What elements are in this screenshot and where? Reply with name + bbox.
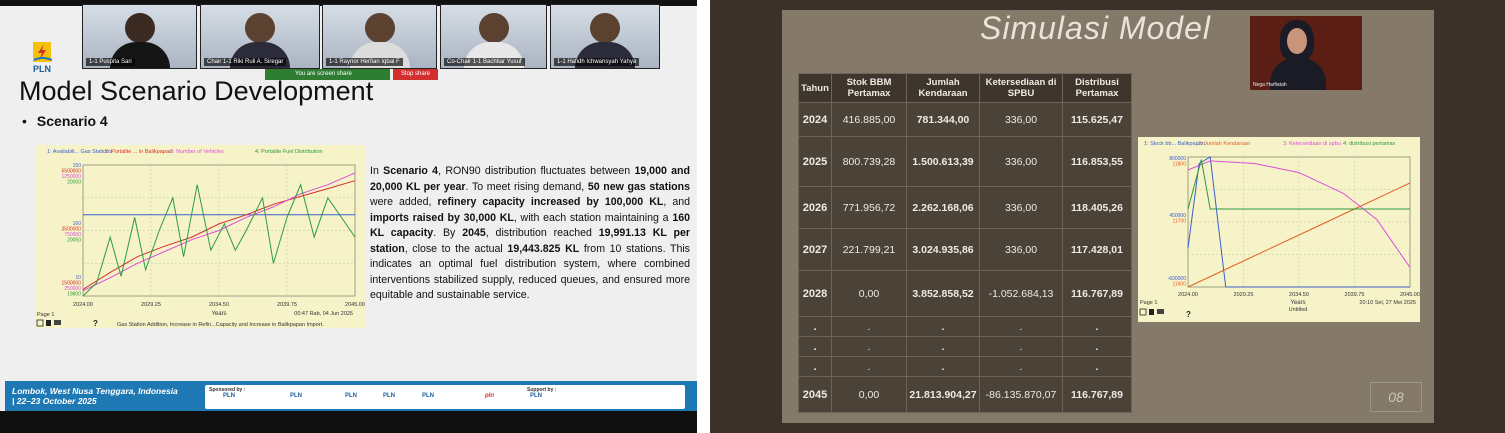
legend-entry: 3: Ketersediaan di spbu (1283, 141, 1341, 147)
y-tick-label: 800000 (1169, 156, 1186, 162)
support-by-label: Support by : (527, 387, 557, 393)
paragraph-segment: , close to the actual (404, 242, 508, 255)
table-header-row (799, 74, 1132, 103)
table-row (799, 187, 1132, 229)
paragraph-segment: , and (663, 196, 690, 208)
x-axis-ticks (73, 302, 365, 308)
legend-entry: 3: Number of Vehicles (170, 149, 224, 155)
y-tick-label: 160 (72, 221, 81, 227)
x-tick-label: 2029.25 (141, 302, 161, 308)
paragraph-segment: 19,443.825 KL (507, 242, 580, 255)
plot-grid (1188, 157, 1410, 287)
x-tick-label: 2034.50 (1289, 292, 1309, 298)
participant-name: 1-1 Raynor Herfian Iqbal F (326, 58, 403, 66)
y-tick-label: -600000 (1167, 276, 1186, 282)
table-cell: . (799, 317, 832, 337)
paragraph-segment: 2045 (462, 227, 486, 239)
sponsor-logo: pln (485, 393, 494, 399)
table-cell: 1.500.613,39 (907, 137, 980, 187)
paragraph-segment: , distribution reached (485, 227, 599, 239)
y-tick-label: 250000 (64, 286, 81, 292)
table-row (799, 317, 1132, 337)
page-number: 08 (1370, 382, 1422, 412)
scenario-description (370, 164, 690, 304)
scenario-bullet: • Scenario 4 (22, 113, 108, 129)
participant-name: 1-1 Puspita Sari (86, 58, 135, 66)
x-axis-label: Years (1290, 300, 1306, 306)
table-cell: 118.405,26 (1063, 187, 1132, 229)
table-cell: 21.813.904,27 (907, 377, 980, 413)
legend-entry: 2: Jumlah Kendaraan (1198, 141, 1251, 147)
participant-tile[interactable] (440, 4, 547, 69)
table-cell: 0,00 (832, 377, 907, 413)
table-cell: . (1063, 337, 1132, 357)
y-tick-label: 11800 (1172, 161, 1186, 168)
y-tick-label: 20000 (67, 179, 81, 186)
chart-legend (1144, 141, 1396, 147)
table-row (799, 137, 1132, 187)
paragraph-segment: 160 KL capacity (370, 211, 690, 239)
chart-timestamp: 00:47 Rab, 04 Jun 2025 (294, 311, 353, 317)
paragraph-segment: imports raised by 30,000 KL (370, 211, 514, 224)
right-slide-panel (710, 0, 1505, 433)
participant-tile[interactable] (322, 4, 437, 69)
paragraph-segment: . To meet rising demand, (465, 180, 588, 193)
footer-dates: | 22–23 October 2025 (12, 396, 97, 406)
presenter-name: Nega Harfiatah (1253, 82, 1287, 88)
table-header-cell: Distribusi Pertamax (1063, 74, 1132, 103)
table-cell: -86.135.870,07 (980, 377, 1063, 413)
table-cell: . (799, 357, 832, 377)
svg-text:?: ? (1186, 310, 1191, 319)
table-cell: 221.799,21 (832, 229, 907, 271)
sponsor-logo: PLN (422, 393, 434, 399)
table-cell: 116.767,89 (1063, 377, 1132, 413)
participant-tile[interactable] (550, 4, 660, 69)
table-header-cell: Ketersediaan di SPBU (980, 74, 1063, 103)
y-tick-label: 11600 (1172, 281, 1186, 288)
left-slide-panel (0, 0, 697, 433)
sponsor-logo: PLN (223, 393, 235, 399)
table-cell: . (907, 317, 980, 337)
svg-text:?: ? (93, 319, 98, 328)
table-cell: . (799, 337, 832, 357)
sponsor-logo: PLN (290, 393, 302, 399)
table-cell: 2045 (799, 377, 832, 413)
share-status-text: You are screen share (295, 71, 352, 77)
table-cell: . (980, 357, 1063, 377)
table-cell: 2024 (799, 103, 832, 137)
legend-entry: 1: Availabili... Gas Stations (47, 149, 113, 155)
table-cell: 2026 (799, 187, 832, 229)
table-cell: 116.767,89 (1063, 271, 1132, 317)
table-header-cell: Stok BBM Pertamax (832, 74, 907, 103)
table-cell: 2028 (799, 271, 832, 317)
chart-timestamp: 20:10 Sel, 27 Mei 2025 (1359, 300, 1416, 306)
x-tick-label: 2029.25 (1233, 292, 1254, 298)
table-row (799, 229, 1132, 271)
y-tick-label: 750000 (64, 232, 81, 238)
table-cell: 781.344,00 (907, 103, 980, 137)
x-tick-label: 2045.00 (345, 302, 365, 308)
table-cell: 2.262.168,06 (907, 187, 980, 229)
table-cell: . (832, 357, 907, 377)
table-row (799, 357, 1132, 377)
table-cell: . (980, 337, 1063, 357)
y-tick-label: 150 (72, 163, 81, 169)
table-cell: 336,00 (980, 187, 1063, 229)
table-body (799, 103, 1132, 413)
x-tick-label: 2034.50 (209, 302, 229, 308)
table-cell: 115.625,47 (1063, 103, 1132, 137)
paragraph-segment: Scenario 4 (383, 165, 439, 177)
table-cell: 771.956,72 (832, 187, 907, 229)
table-cell: 336,00 (980, 103, 1063, 137)
scenario-label: Scenario 4 (36, 113, 108, 129)
participant-name: 1-1 Hafidh Ichwansyah Yahya (554, 58, 639, 66)
paragraph-segment: , RON90 distribution fluctuates between (438, 165, 635, 177)
paragraph-segment: In (370, 165, 384, 177)
table-header-cell: Jumlah Kendaraan (907, 74, 980, 103)
slide-title: Model Scenario Development (19, 76, 374, 106)
paragraph-segment: from 10 stations. This indicates an optimal fuel distribution system, where combined interventions stabilized supply, reduced queues, and ensured more equitable and sustainable service. (370, 242, 690, 301)
table-cell: . (980, 317, 1063, 337)
table-row (799, 103, 1132, 137)
y-tick-label: 20050 (67, 237, 81, 244)
table-cell: . (907, 337, 980, 357)
chart-tools-icon[interactable] (37, 319, 98, 328)
presenter-camera (1250, 16, 1362, 90)
screen-bottom-bar (0, 411, 697, 433)
legend-entry: 4: Portalite Fuel Distribution (255, 149, 323, 155)
participant-tile[interactable] (82, 4, 197, 69)
table-cell: 116.853,55 (1063, 137, 1132, 187)
table-cell: . (1063, 357, 1132, 377)
x-axis-ticks (1178, 292, 1420, 298)
x-tick-label: 2024.00 (73, 302, 93, 308)
footer-location: Lombok, West Nusa Tenggara, Indonesia (12, 386, 178, 396)
scenario-4-chart (35, 145, 365, 328)
sponsor-logo: PLN (530, 393, 542, 399)
y-tick-label: 11700 (1172, 218, 1186, 225)
paragraph-segment: refinery capacity increased by 100,000 KL (437, 196, 664, 208)
pln-logo-icon (30, 40, 60, 64)
x-tick-label: 2045.00 (1400, 292, 1420, 298)
y-tick-label: 450000 (1169, 213, 1186, 219)
legend-entry: 4: distribusi pertamax (1343, 141, 1396, 147)
table-cell: 336,00 (980, 229, 1063, 271)
paragraph-segment: . By (433, 227, 463, 239)
slide-title: Simulasi Model (980, 10, 1211, 46)
paragraph-segment: 19,991.13 KL per station (370, 227, 690, 255)
paragraph-segment: , with each station maintaining a (513, 211, 673, 224)
y-tick-label: 1250000 (61, 174, 81, 180)
stop-share-button[interactable]: Stop share (393, 69, 438, 80)
pln-logo-text: PLN (33, 64, 51, 74)
table-cell: 3.852.858,52 (907, 271, 980, 317)
table-cell: 2027 (799, 229, 832, 271)
chart-sublabel: Untitled (1288, 307, 1308, 313)
legend-entry: 1: Stock bb... Balikpapan (1144, 141, 1205, 147)
table-cell: 3.024.935,86 (907, 229, 980, 271)
table-cell: . (1063, 317, 1132, 337)
x-tick-label: 2024.00 (1178, 292, 1198, 298)
paragraph-segment: were added, (370, 196, 438, 208)
y-tick-label: 3500000 (61, 226, 81, 233)
chart-tools-icon[interactable] (1140, 309, 1191, 319)
y-tick-label: 19800 (67, 291, 81, 298)
y-axis-ticks (1168, 156, 1187, 288)
chart-caption: Gas Station Addition, Increase in Refin...Capacity and Increase in Balikpapan Import. (117, 322, 324, 328)
y-tick-label: 10 (75, 275, 81, 281)
paragraph-segment: 19,000 and 20,000 KL per year (370, 165, 690, 193)
x-tick-label: 2039.75 (277, 302, 297, 308)
table-cell: . (832, 337, 907, 357)
table-row (799, 377, 1132, 413)
x-tick-label: 2039.75 (1344, 292, 1365, 298)
participant-name: Chair 1-1 Riki Ruli A. Siregar (204, 58, 286, 66)
legend-entry: 2: Portalite ... in Balikpapan (105, 149, 172, 155)
table-header-cell: Tahun (799, 74, 832, 103)
chart-page: Page 1 (1140, 300, 1158, 306)
y-tick-label: 1500000 (61, 280, 81, 287)
table-row (799, 271, 1132, 317)
participant-tile[interactable] (200, 4, 320, 69)
table-cell: 800.739,28 (832, 137, 907, 187)
event-location (12, 386, 178, 406)
table-cell: 117.428,01 (1063, 229, 1132, 271)
table-row (799, 337, 1132, 357)
y-axis-ticks (62, 163, 82, 298)
chart-page: Page 1 (37, 312, 55, 318)
participant-name: Co-Chair 1-1 Bachtiar Yusuf (444, 58, 525, 66)
paragraph-segment: 50 new gas stations (587, 180, 691, 193)
simulation-chart (1138, 137, 1420, 322)
table-cell: . (907, 357, 980, 377)
table-cell: -1.052.684,13 (980, 271, 1063, 317)
sponsor-logo: PLN (383, 393, 395, 399)
table-cell: 416.885,00 (832, 103, 907, 137)
table-cell: 2025 (799, 137, 832, 187)
chart-legend (47, 149, 323, 155)
sponsor-logo: PLN (345, 393, 357, 399)
table-cell: 0,00 (832, 271, 907, 317)
x-axis-label: Years (211, 311, 227, 317)
table-cell: 336,00 (980, 137, 1063, 187)
table-cell: . (832, 317, 907, 337)
sponsor-strip (205, 385, 685, 409)
sponsored-by-label: Sponsored by : (209, 387, 246, 393)
y-tick-label: 5500000 (61, 168, 81, 175)
simulation-table (798, 73, 1132, 413)
